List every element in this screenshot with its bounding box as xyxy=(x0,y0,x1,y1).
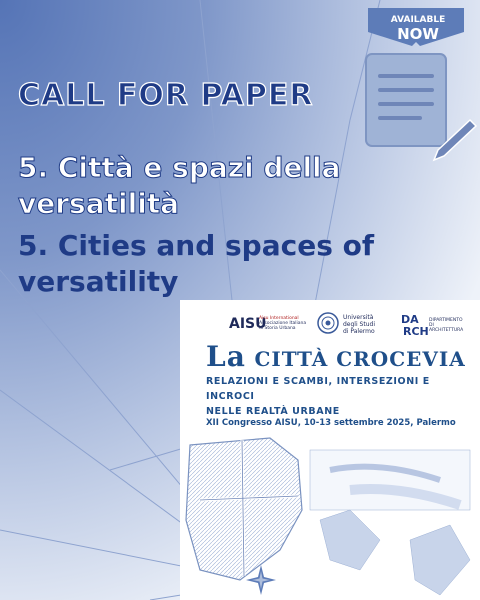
darch-logo-icon xyxy=(401,312,429,338)
poster-subtitle: RELAZIONI E SCAMBI, INTERSEZIONI E INCROCI NELLE REALTÀ URBANE xyxy=(206,376,430,417)
svg-text:DA: DA xyxy=(401,313,419,326)
topic-english: 5. Cities and spaces of versatility xyxy=(18,229,375,298)
topic-italian: 5. Città e spazi della versatilità xyxy=(18,151,341,220)
document-icon xyxy=(360,50,480,160)
poster-title: La CITTÀ CROCEVIA xyxy=(206,340,466,373)
city-map-illustration xyxy=(180,430,480,600)
conference-poster xyxy=(180,300,480,600)
badge-line1: AVAILABLE xyxy=(390,15,446,25)
svg-text:RCH: RCH xyxy=(403,325,429,338)
university-seal-icon xyxy=(317,312,339,334)
page-title: CALL FOR PAPER xyxy=(18,78,314,113)
poster-congress-info: XII Congresso AISU, 10-13 settembre 2025, Palermo xyxy=(206,418,456,428)
compass-star-icon xyxy=(246,565,276,595)
logos-row: AISU Aisu International Associazione Italiana di Storia Urbana Università degli Studi di Palermo DA RCH DIPARTIMENTO DI ARCHITETTURA xyxy=(229,313,464,338)
aisu-logo: AISU xyxy=(229,316,267,332)
unipa-logo: Università degli Studi di Palermo xyxy=(343,314,375,335)
badge-line2: NOW xyxy=(397,25,439,43)
